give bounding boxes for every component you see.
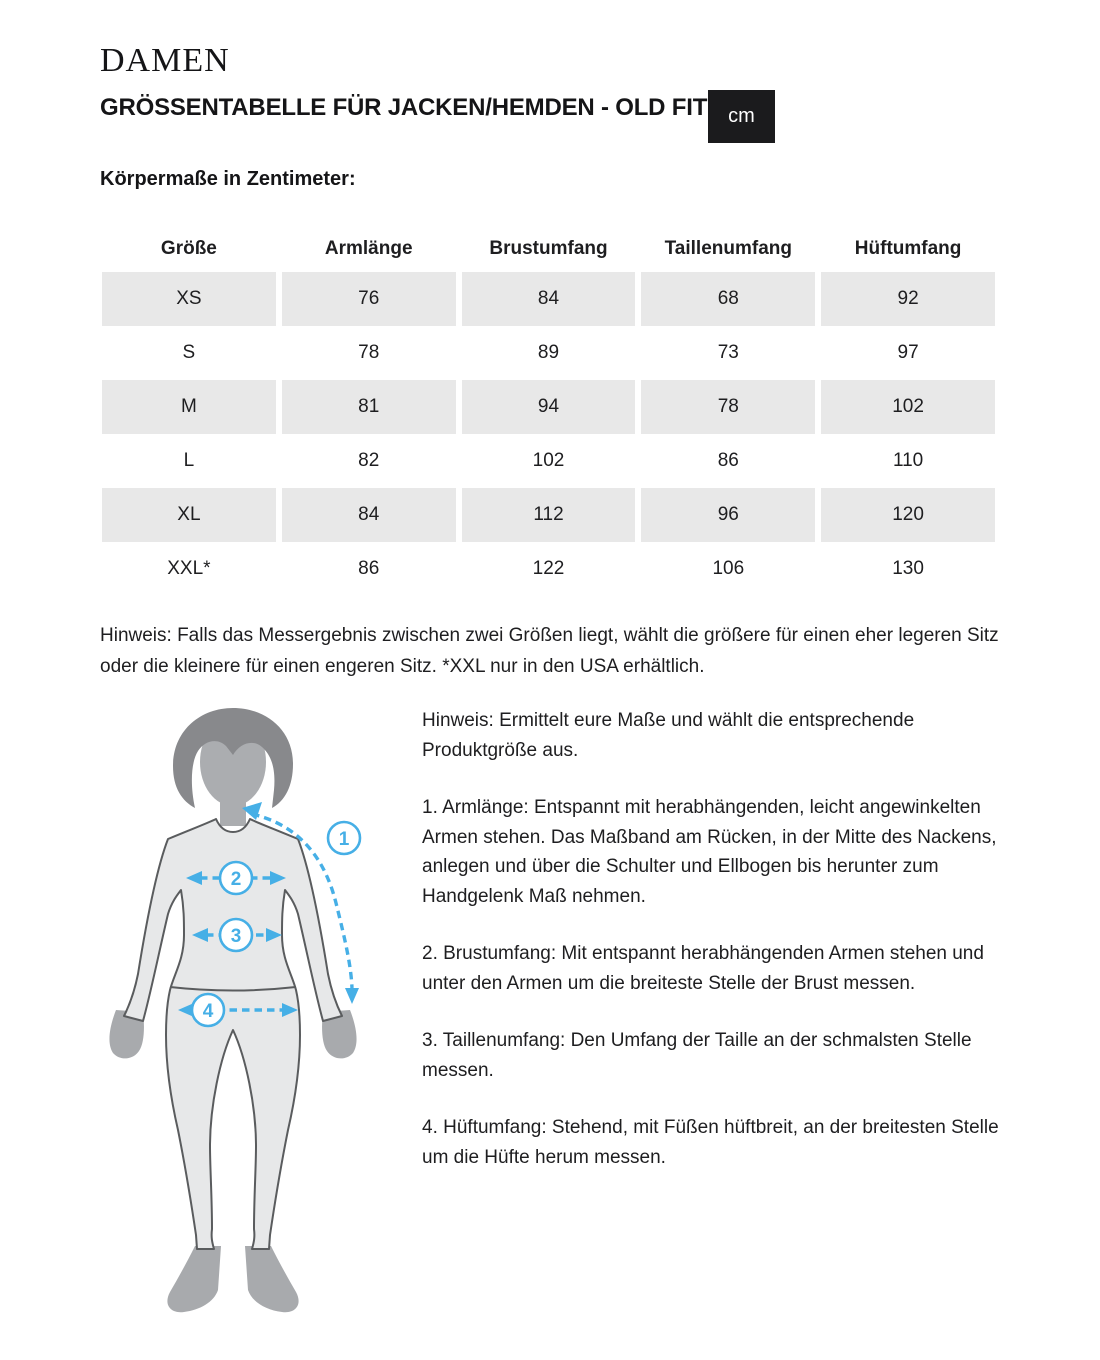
page-title: DAMEN <box>100 42 230 79</box>
measurement-cell: 68 <box>641 272 815 326</box>
size-label-cell: S <box>182 342 196 363</box>
measurement-cell: 76 <box>282 272 456 326</box>
size-label-cell: XXL* <box>167 558 211 579</box>
measurement-cell: 106 <box>712 558 745 579</box>
column-header: Armlänge <box>324 237 413 259</box>
figure-foot-left <box>167 1246 221 1312</box>
measurement-cell: 92 <box>821 272 995 326</box>
measurement-cell: 84 <box>282 488 456 542</box>
svg-text:4: 4 <box>202 1001 214 1022</box>
marker-3 <box>220 919 252 951</box>
size-label-cell: XS <box>102 272 276 326</box>
size-label-cell: M <box>102 380 276 434</box>
column-header: Brustumfang <box>489 237 608 259</box>
marker-1 <box>328 822 360 854</box>
size-table <box>102 225 995 596</box>
measurement-cell: 122 <box>532 558 565 579</box>
measurement-cell: 81 <box>282 380 456 434</box>
marker-4 <box>192 994 224 1026</box>
section-heading: Körpermaße in Zentimeter: <box>100 168 356 190</box>
measurement-figure <box>100 698 410 1343</box>
size-label-cell: L <box>183 450 195 471</box>
body-measurement-diagram <box>100 698 410 1343</box>
measurement-cell: 110 <box>892 450 924 471</box>
measurement-cell: 120 <box>821 488 995 542</box>
column-header: Hüftumfang <box>854 237 962 259</box>
instructions-intro: Hinweis: Ermittelt eure Maße und wählt die entsprechende Produktgröße aus. <box>422 710 915 761</box>
measuring-instructions <box>422 706 1016 1200</box>
marker-2 <box>220 862 252 894</box>
measurement-cell: 89 <box>537 342 560 363</box>
measurement-cell: 130 <box>892 558 924 579</box>
measurement-cell: 112 <box>462 488 636 542</box>
measurement-cell: 73 <box>717 342 739 363</box>
instruction-item-chest: 2. Brustumfang: Mit entspannt herabhängenden Armen stehen und unter den Armen um die breiteste Stelle der Brust messen. <box>422 943 984 994</box>
measurement-cell: 102 <box>821 380 995 434</box>
instruction-item-arm-length: 1. Armlänge: Entspannt mit herabhängenden, leicht angewinkelten Armen stehen. Das Maßband am Rücken, in der Mitte des Nackens, anlegen und über die Schulter und Ellbogen bis herunter zum Handgelenk Maß nehmen. <box>422 797 997 907</box>
measurement-cell: 96 <box>641 488 815 542</box>
unit-toggle-cm-button[interactable]: cm <box>708 90 775 143</box>
column-header: Taillenumfang <box>664 237 792 259</box>
measurement-cell: 84 <box>462 272 636 326</box>
figure-foot-right <box>245 1246 299 1312</box>
table-note: Hinweis: Falls das Messergebnis zwischen zwei Größen liegt, wählt die größere für einen eher legeren Sitz oder die kleinere für einen engeren Sitz. *XXL nur in den USA erhältlich. <box>100 625 999 677</box>
measurement-cell: 78 <box>641 380 815 434</box>
measurement-cell: 86 <box>717 450 739 471</box>
measurement-cell: 97 <box>897 342 919 363</box>
instruction-item-hip: 4. Hüftumfang: Stehend, mit Füßen hüftbreit, an der breitesten Stelle um die Hüfte herum messen. <box>422 1117 999 1168</box>
measurement-cell: 86 <box>358 558 380 579</box>
size-label-cell: XL <box>102 488 276 542</box>
column-header: Größe <box>160 237 217 259</box>
measurement-cell: 82 <box>358 450 380 471</box>
svg-text:2: 2 <box>230 869 242 890</box>
measurement-cell: 94 <box>462 380 636 434</box>
svg-text:3: 3 <box>230 926 242 947</box>
measurement-cell: 78 <box>358 342 380 363</box>
instruction-item-waist: 3. Taillenumfang: Den Umfang der Taille an der schmalsten Stelle messen. <box>422 1030 972 1081</box>
svg-text:1: 1 <box>338 829 350 850</box>
page-subtitle: GRÖSSENTABELLE FÜR JACKEN/HEMDEN - OLD FIT <box>100 94 708 121</box>
measurement-cell: 102 <box>532 450 565 471</box>
